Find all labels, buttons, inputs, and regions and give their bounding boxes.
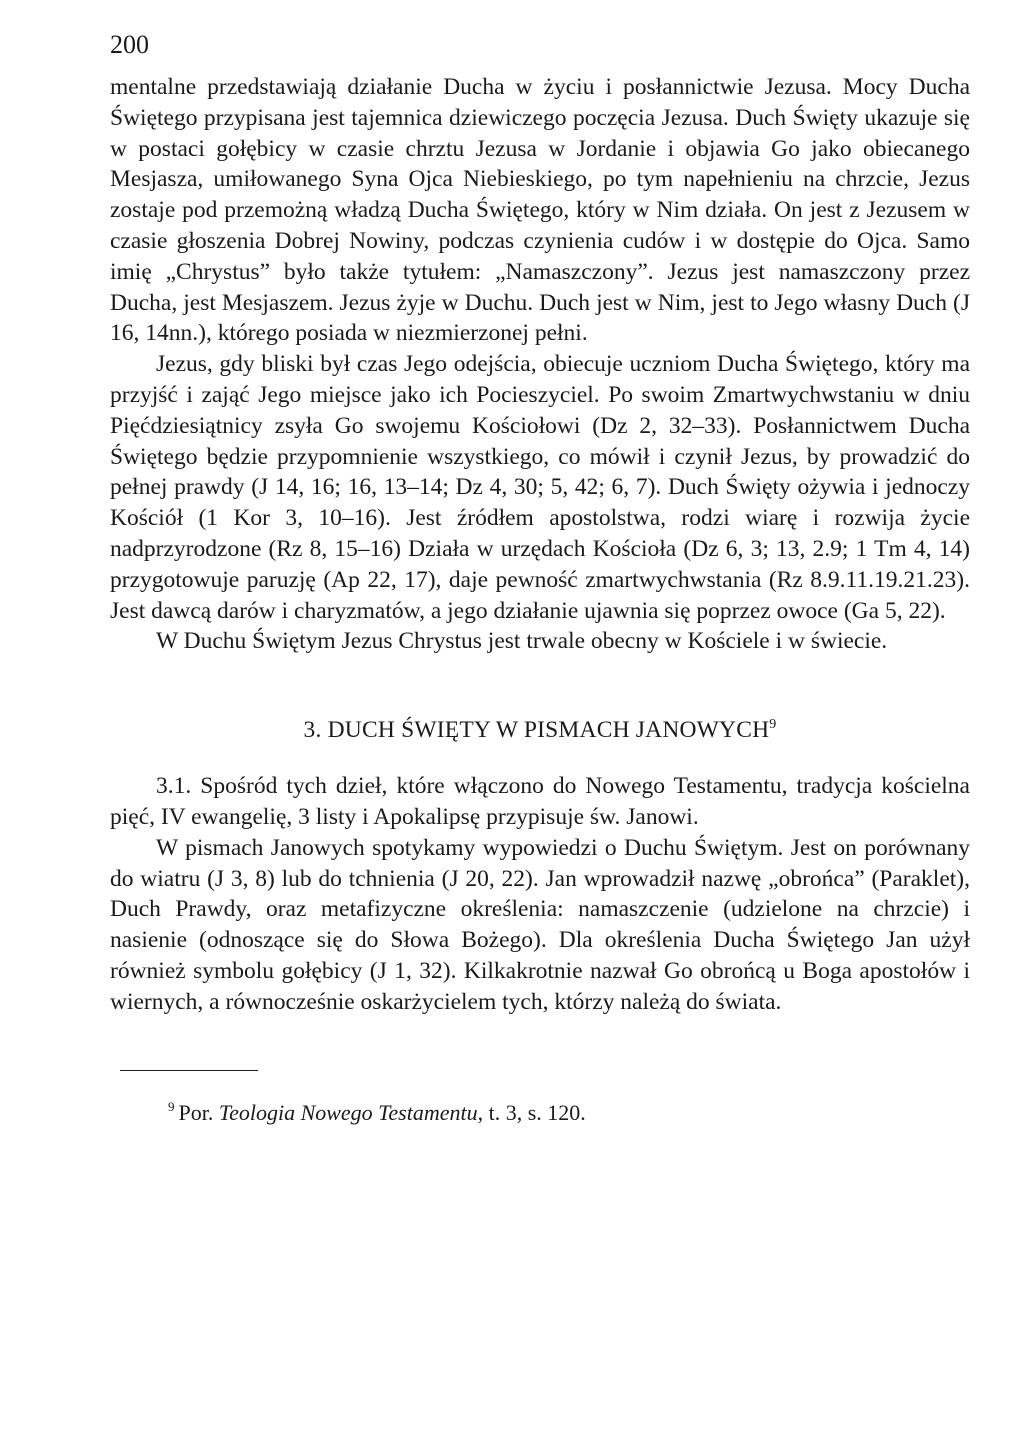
paragraph-presence: W Duchu Świętym Jezus Chrystus jest trwale obecny w Kościele i w świecie. <box>156 628 888 655</box>
paragraph-johannine-writings: W pismach Janowych spotykamy wypowiedzi o Duchu Świętym. Jest on porównany do wiatru (J 3, 8) lub do tchnienia (J 20, 22). Jan wprowadził nazwę „obrońca” (Paraklet), Duch Prawdy, oraz metafizyczne określenia: namaszczenie (udzielone na chrzcie) i nasienie (odnoszące się do Słowa Bożego). Dla określenia Ducha Świętego Jan użył również symbolu gołębicy (J 1, 32). Kilkakrotnie nazwał Go obrońcą u Boga apostołów i wiernych, a równocześnie oskarżycielem tych, którzy należą do świata. <box>110 834 970 1015</box>
section-heading <box>110 715 970 745</box>
footnote-marker: 9 <box>168 1099 175 1115</box>
paragraph-section-3-1: 3.1. Spośród tych dzieł, które włączono do Nowego Testamentu, tradycja kościelna pięć, IV ewangelię, 3 listy i Apokalipsę przypisuje św. Janowi. <box>110 773 970 830</box>
footnote-suffix: , t. 3, s. 120. <box>477 1099 586 1125</box>
section-heading-text: 3. DUCH ŚWIĘTY W PISMACH JANOWYCH <box>303 717 770 744</box>
footnote-prefix: Por. <box>178 1099 214 1125</box>
footnote-book-title: Teologia Nowego Testamentu <box>218 1099 478 1125</box>
paragraph-continued: mentalne przedstawiają działanie Ducha w życiu i posłannictwie Jezusa. Mocy Ducha Świętego przypisana jest tajemnica dziewiczego poczęcia Jezusa. Duch Święty ukazuje się w postaci gołębicy w czasie chrztu Jezusa w Jordanie i objawia Go jako obiecanego Mesjasza, umiłowanego Syna Ojca Niebieskiego, po tym napełnieniu na chrzcie, Jezus zostaje pod przemożną władzą Ducha Świętego, który w Nim działa. On jest z Jezusem w czasie głoszenia Dobrej Nowiny, podczas czynienia cudów i w dostępie do Ojca. Samo imię „Chrystus” było także tytułem: „Namaszczony”. Jezus jest namaszczony przez Ducha, jest Mesjaszem. Jezus żyje w Duchu. Duch jest w Nim, jest to Jego własny Duch (J 16, 14nn.), którego posiada w niezmierzonej pełni. <box>110 74 970 347</box>
footnote <box>168 1099 970 1127</box>
footnote-reference: 9 <box>769 717 777 733</box>
paragraph-promise-spirit: Jezus, gdy bliski był czas Jego odejścia, obiecuje uczniom Ducha Świętego, który ma przyjść i zająć Jego miejsce jako ich Pocieszyciel. Po swoim Zmartwychwstaniu w dniu Pięćdziesiątnicy zsyła Go swojemu Kościołowi (Dz 2, 32–33). Posłannictwem Ducha Świętego będzie przypomnienie wszystkiego, co mówił i czynił Jezus, by prowadzić do pełnej prawdy (J 14, 16; 16, 13–14; Dz 4, 30; 5, 42; 6, 7). Duch Święty ożywia i jednoczy Kościół (1 Kor 3, 10–16). Jest źródłem apostolstwa, rodzi wiarę i rozwija życie nadprzyrodzone (Rz 8, 15–16) Działa w urzędach Kościoła (Dz 6, 3; 13, 2.9; 1 Tm 4, 14) przygotowuje paruzję (Ap 22, 17), daje pewność zmartwychwstania (Rz 8.9.11.19.21.23). Jest dawcą darów i charyzmatów, a jego działanie ujawnia się poprzez owoce (Ga 5, 22). <box>110 351 970 624</box>
footnote-divider <box>120 1070 258 1071</box>
page-number: 200 <box>110 30 149 59</box>
document-page <box>110 30 970 1127</box>
